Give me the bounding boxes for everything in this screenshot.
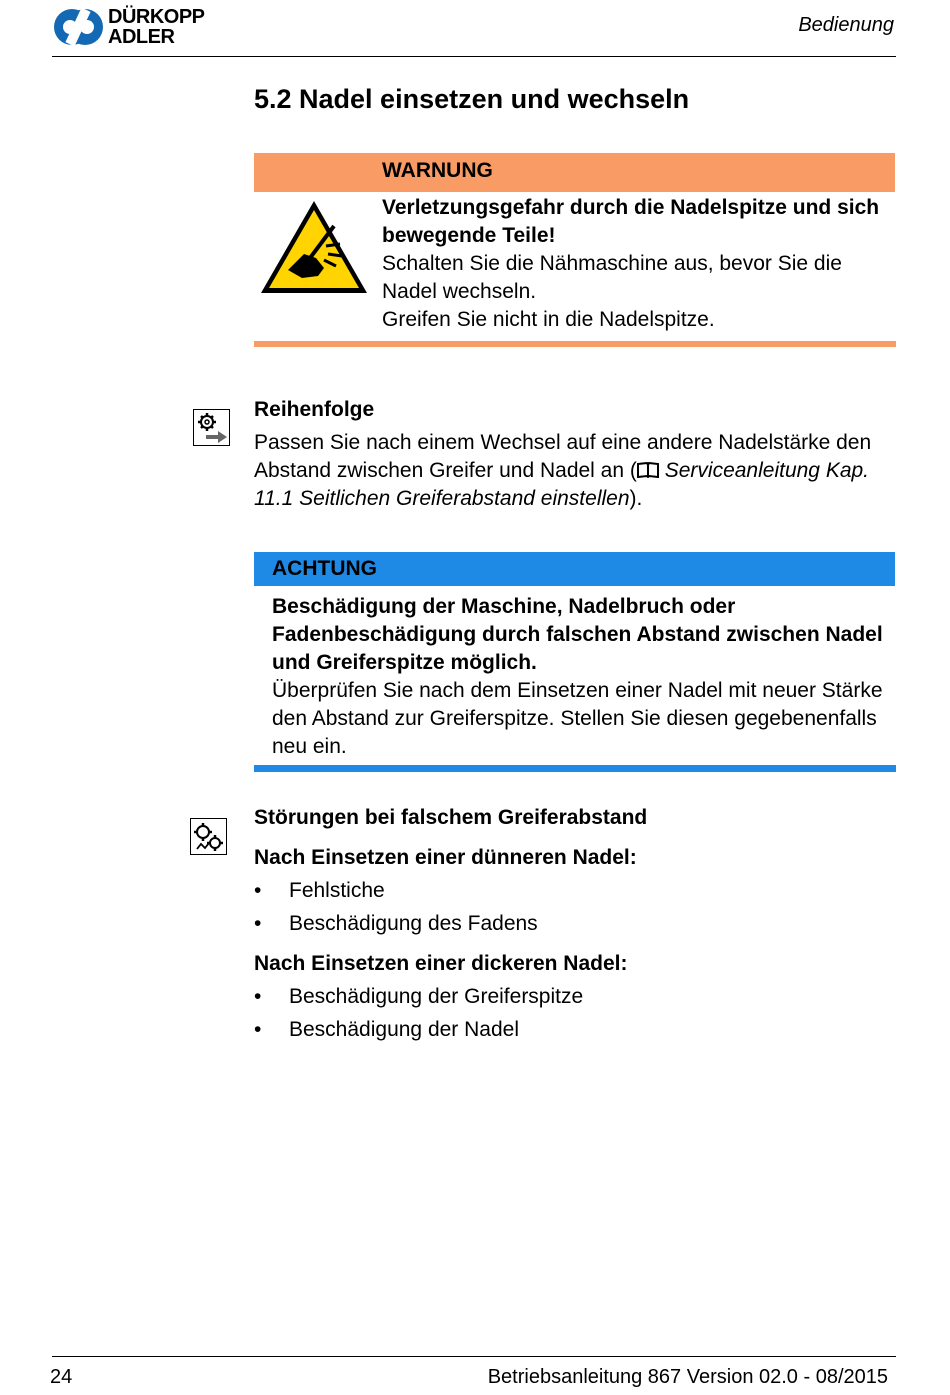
sequence-body [254,429,899,513]
attention-label: ACHTUNG [272,557,377,580]
logo-mark-icon [52,6,104,48]
service-manual-reference[interactable]: Serviceanleitung Kap. 11.1 Seitlichen Greiferabstand einstellen [254,459,870,510]
warning-label: WARNUNG [382,159,493,182]
settings-arrow-icon [193,409,230,446]
list-item: • Beschädigung der Nadel [254,1018,519,1041]
faults-title: Störungen bei falschem Greiferabstand [254,806,648,829]
thinner-needle-list [254,879,538,945]
warning-heading: Verletzungsgefahr durch die Nadelspitze und sich bewegende Teile! [382,196,880,247]
thicker-needle-list [254,985,583,1051]
attention-heading: Beschädigung der Maschine, Nadelbruch oder Fadenbeschädigung durch falschen Abstand zwischen Nadel und Greiferspitze möglich. [272,595,883,674]
page-title: 5.2 Nadel einsetzen und wechseln [254,84,690,114]
brand-logo [52,4,222,50]
list-item: • Fehlstiche [254,879,385,902]
thicker-needle-heading: Nach Einsetzen einer dickeren Nadel: [254,952,628,975]
list-item: • Beschädigung der Greiferspitze [254,985,584,1008]
warning-body [382,194,892,334]
footer-divider [52,1356,896,1357]
fault-gear-icon [190,818,227,855]
header-divider [52,56,896,57]
list-item: • Beschädigung des Fadens [254,912,538,935]
document-reference: Betriebsanleitung 867 Version 02.0 - 08/2015 [487,1366,888,1388]
attention-bottom-rule [254,765,896,772]
warning-text-2: Greifen Sie nicht in die Nadelspitze. [382,308,715,331]
header-section-title: Bedienung [798,14,894,36]
warning-banner [254,153,895,192]
warning-text-1: Schalten Sie die Nähmaschine aus, bevor Sie die Nadel wechseln. [382,252,842,303]
thinner-needle-heading: Nach Einsetzen einer dünneren Nadel: [254,846,637,869]
attention-text: Überprüfen Sie nach dem Einsetzen einer Nadel mit neuer Stärke den Abstand zur Greiferspitze. Stellen Sie diesen gegebenenfalls neu ein. [272,679,883,758]
page-number: 24 [50,1366,73,1388]
attention-body [272,593,884,761]
sequence-title: Reihenfolge [254,398,375,421]
logo-text-line1: DÜRKOPP [108,6,205,28]
warning-hand-injury-icon [258,198,370,301]
sequence-text: Passen Sie nach einem Wechsel auf eine andere Nadelstärke den Abstand zwischen Greifer und Nadel an ( [254,431,872,482]
sequence-text-end: ). [629,487,643,510]
book-icon [637,459,659,482]
logo-text-line2: ADLER [108,26,175,48]
warning-bottom-rule [254,341,896,347]
